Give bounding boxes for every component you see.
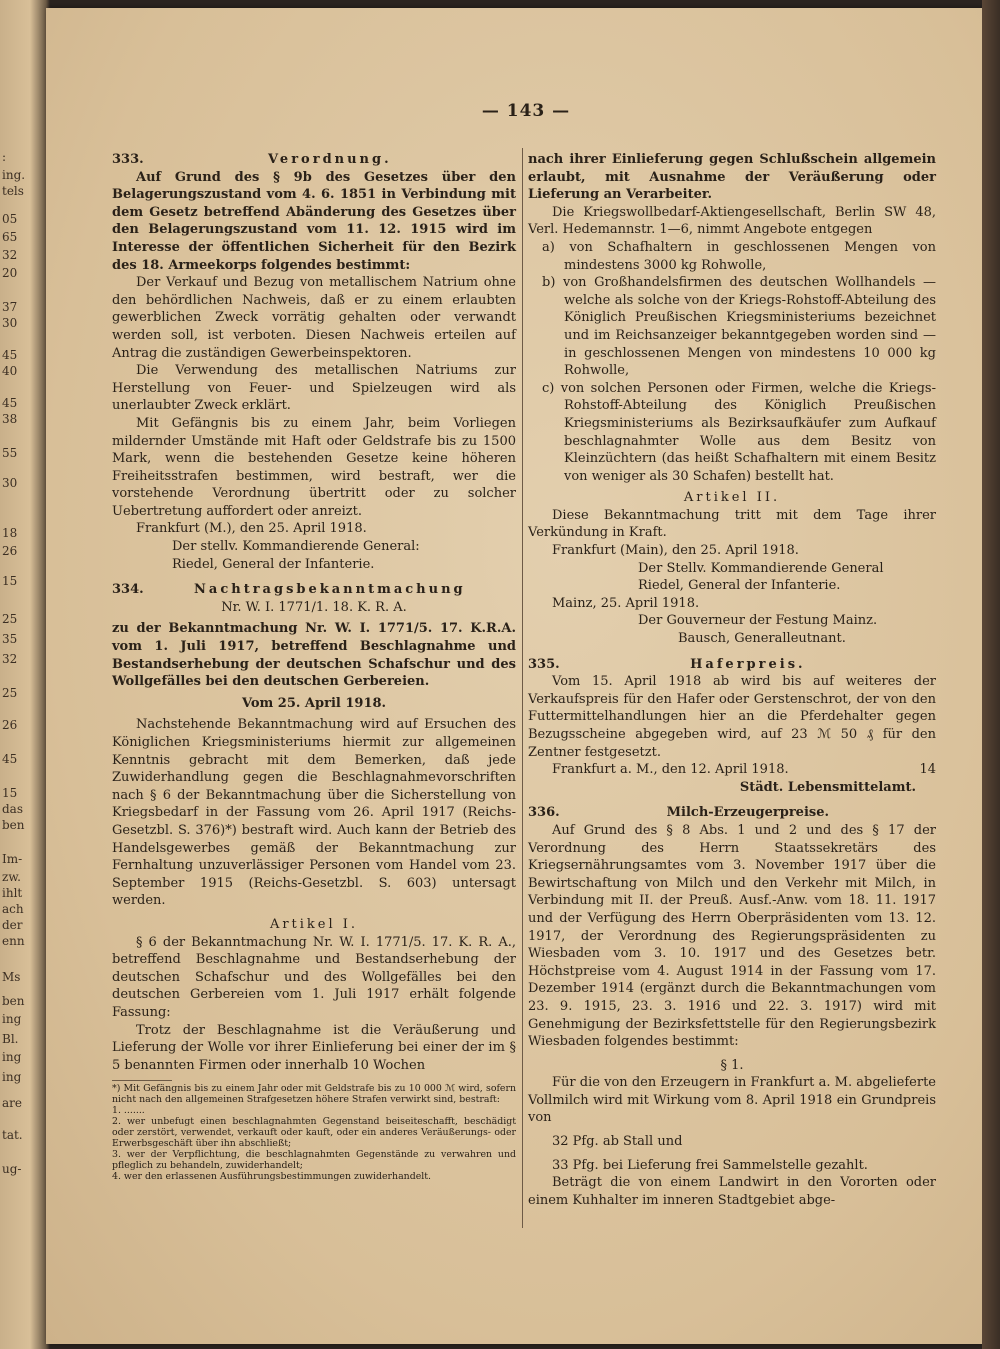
margin-fragment: ach <box>2 902 24 916</box>
section-title: Milch-Erzeugerpreise. <box>666 805 830 821</box>
margin-fragment: ben <box>2 818 25 832</box>
margin-fragment: : <box>2 150 7 164</box>
margin-fragment: der <box>2 918 23 932</box>
place-date-text: Frankfurt a. M., den 12. April 1918. <box>552 762 789 778</box>
paragraph: Mit Gefängnis bis zu einem Jahr, beim Vorliegen mildernder Umstände mit Haft oder Geldstrafe bis zu 1500 Mark, wenn die bestehenden Gesetze keine höheren Freiheitsstrafen bestimmen, wird bestraft, wer die vorstehende Verordnung übertritt oder zu solcher Uebertretung auffordert oder anreizt. <box>112 415 516 519</box>
margin-fragment: ing. <box>2 168 26 182</box>
margin-fragment: 25 <box>2 612 18 626</box>
margin-fragment: ing <box>2 1070 22 1084</box>
footnote-line: 4. wer den erlassenen Ausführungsbestimmungen zuwiderhandelt. <box>112 1171 431 1183</box>
page-ref: 14 <box>919 762 936 778</box>
right-column <box>528 151 936 1209</box>
margin-fragment: 45 <box>2 396 18 410</box>
section-number: 333. <box>112 152 144 167</box>
paragraph: Trotz der Beschlagnahme ist die Veräußerung und Lieferung der Wolle vor ihrer Einlieferung bei einer der im § 5 benannten Firmen oder innerhalb 10 Wochen <box>112 1022 516 1073</box>
paragraph: nach ihrer Einlieferung gegen Schlußschein allgemein erlaubt, mit Ausnahme der Veräußerung oder Lieferung an Verarbeiter. <box>528 152 936 203</box>
margin-fragment: 37 <box>2 300 18 314</box>
margin-fragment: 45 <box>2 348 18 362</box>
place-date <box>528 761 936 779</box>
signature-line: Riedel, General der Infanterie. <box>638 578 841 594</box>
signature-line: Bausch, Generalleutnant. <box>678 631 846 647</box>
margin-fragment: das <box>2 802 23 816</box>
margin-fragment: 35 <box>2 632 18 646</box>
paragraph: Die Verwendung des metallischen Natriums zur Herstellung von Feuer- und Spielzeugen wird als unerlaubter Zweck erklärt. <box>112 363 516 414</box>
footnote-rule <box>112 1080 172 1081</box>
column-divider <box>522 148 523 1228</box>
margin-fragment: 15 <box>2 786 18 800</box>
margin-fragment: ing <box>2 1050 22 1064</box>
margin-fragment: ihlt <box>2 886 23 900</box>
place-date: Mainz, 25. April 1918. <box>552 595 700 611</box>
margin-fragment: 30 <box>2 476 18 490</box>
margin-fragment: 05 <box>2 212 18 226</box>
paragraph: § 6 der Bekanntmachung Nr. W. I. 1771/5. 17. K. R. A., betreffend Beschlagnahme und Bestandserhebung der deutschen Schafschur und des Wollgefälles bei den deutschen Gerbereien vom 1. Juli 1917 erhält folgende Fassung: <box>112 934 516 1020</box>
paragraph: Für die von den Erzeugern in Frankfurt a. M. abgelieferte Vollmilch wird mit Wirkung vom 8. April 1918 ein Grundpreis von <box>528 1075 936 1126</box>
section-334-header <box>112 581 516 599</box>
footnote-line: 1. ....... <box>112 1105 145 1117</box>
paragraph: Die Kriegswollbedarf-Aktiengesellschaft, Berlin SW 48, Verl. Hedemannstr. 1—6, nimmt Angebote entgegen <box>528 204 936 238</box>
margin-fragment: 45 <box>2 752 18 766</box>
section-336-header <box>528 804 936 822</box>
margin-fragment: are <box>2 1096 22 1110</box>
paragraph: Auf Grund des § 9b des Gesetzes über den Belagerungszustand vom 4. 6. 1851 in Verbindung mit dem Gesetz betreffend Abänderung des Gesetzes über den Belagerungszustand vom 11. 12. 1915 wird im Interesse der öffentlichen Sicherheit für den Bezirk des 18. Armeekorps folgendes bestimmt: <box>112 169 516 273</box>
signature-line: Städt. Lebensmittelamt. <box>739 779 916 795</box>
margin-fragment: 40 <box>2 364 18 378</box>
paragraph: Nachstehende Bekanntmachung wird auf Ersuchen des Königlichen Kriegsministeriums hiermit zur allgemeinen Kenntnis gebracht mit dem Bemerken, daß jede Zuwiderhandlung gegen die Beschlagnahmevorschriften nach § 6 der Bekanntmachung über die Sicherstellung von Kriegsbedarf in der Fassung vom 26. April 1917 (Reichs-Gesetzbl. S. 376)*) bestraft wird. Auch kann der Betrieb des Handelsgewerbes gemäß der Bekanntmachung zur Fernhaltung unzuverlässiger Personen vom Handel vom 23. September 1915 (Reichs-Gesetzbl. S. 603) untersagt werden. <box>112 717 516 909</box>
margin-fragment: Im- <box>2 852 23 866</box>
signature-line: Der stellv. Kommandierende General: <box>172 539 420 555</box>
date-line: Vom 25. April 1918. <box>241 695 387 711</box>
left-column <box>112 151 516 1182</box>
margin-fragment: 32 <box>2 248 18 262</box>
previous-page-edge <box>0 0 50 1349</box>
margin-fragment: 38 <box>2 412 18 426</box>
section-title: Nachtragsbekanntmachung <box>194 582 466 598</box>
section-number: 335. <box>528 656 560 672</box>
margin-fragment: 20 <box>2 266 18 280</box>
document-page <box>46 8 982 1344</box>
signature-line: Riedel, General der Infanterie. <box>172 556 375 572</box>
margin-fragment: zw. <box>2 870 21 884</box>
section-title: Verordnung. <box>268 152 392 167</box>
paragraph: Vom 15. April 1918 ab wird bis auf weiteres der Verkaufspreis für den Hafer oder Gerstenschrot, der von den Futtermittelhandlungen hier an die Pferdehalter gegen Bezugsscheine abgegeben wird, auf 23 ℳ 50 ₰ für den Zentner festgesetzt. <box>528 674 936 760</box>
place-date: Frankfurt (M.), den 25. April 1918. <box>136 521 367 537</box>
paragraph: Auf Grund des § 8 Abs. 1 und 2 und des § 17 der Verordnung des Herrn Staatssekretärs des Kriegsernährungsamtes vom 3. November 1917 über die Bewirtschaftung von Milch und den Verkehr mit Milch, in Verbindung mit II. der Preuß. Ausf.-Anw. vom 18. 11. 1917 und der Verfügung des Herrn Oberpräsidenten vom 13. 12. 1917, der Verordnung des Regierungspräsidenten zu Wiesbaden vom 3. 10. 1917 und des Gesetzes betr. Höchstpreise vom 4. August 1914 in der Fassung vom 17. Dezember 1914 (ergänzt durch die Bekanntmachungen vom 23. 9. 1915, 23. 3. 1916 und 22. 3. 1917) wird mit Genehmigung der Bezirksfettstelle für den Regierungsbezirk Wiesbaden folgendes bestimmt: <box>528 822 936 1050</box>
margin-fragment: 26 <box>2 544 18 558</box>
place-date: Frankfurt (Main), den 25. April 1918. <box>552 543 799 559</box>
section-title: Haferpreis. <box>690 656 806 672</box>
section-335-header <box>528 656 936 674</box>
margin-fragment: 25 <box>2 686 18 700</box>
margin-fragment: ben <box>2 994 25 1008</box>
margin-fragment: 26 <box>2 718 18 732</box>
margin-fragment: 32 <box>2 652 18 666</box>
list-item: b) von Großhandelsfirmen des deutschen Wollhandels — welche als solche von der Kriegs-Rohstoff-Abteilung des Königlich Preußischen Kriegsministeriums bezeichnet und im Reichsanzeiger bekanntgegeben worden sind — in geschlossenen Mengen von mindestens 10 000 kg Rohwolle, <box>542 275 936 379</box>
page-number: — 143 — <box>481 101 571 121</box>
margin-fragment: 15 <box>2 574 18 588</box>
paragraph: Beträgt die von einem Landwirt in den Vororten oder einem Kuhhalter im inneren Stadtgebiet abge- <box>528 1175 936 1208</box>
margin-fragment: enn <box>2 934 25 948</box>
margin-fragment: Bl. <box>2 1032 19 1046</box>
paragraph: Der Verkauf und Bezug von metallischem Natrium ohne den behördlichen Nachweis, daß er zu einem erlaubten gewerblichen Zweck vorrätig gehalten oder verwandt werden soll, ist verboten. Diesen Nachweis erteilen auf Antrag die zuständigen Gewerbeinspektoren. <box>112 275 516 361</box>
article-heading: Artikel II. <box>683 490 781 506</box>
list-item: a) von Schafhaltern in geschlossenen Mengen von mindestens 3000 kg Rohwolle, <box>542 239 936 273</box>
signature-line: Der Gouverneur der Festung Mainz. <box>638 613 878 629</box>
book-edge <box>982 0 1000 1349</box>
paragraph: Diese Bekanntmachung tritt mit dem Tage ihrer Verkündung in Kraft. <box>528 507 936 541</box>
signature-line: Der Stellv. Kommandierende General <box>638 560 884 576</box>
margin-fragment: ing <box>2 1012 22 1026</box>
price-line: 32 Pfg. ab Stall und <box>552 1134 683 1150</box>
margin-fragment: 65 <box>2 230 18 244</box>
margin-fragment: ug- <box>2 1162 22 1176</box>
margin-fragment: tels <box>2 184 24 198</box>
section-number: 334. <box>112 582 144 598</box>
subtitle: zu der Bekanntmachung Nr. W. I. 1771/5. 17. K.R.A. vom 1. Juli 1917, betreffend Beschlagnahme und Bestandserhebung der deutschen Schafschur und des Wollgefälles bei den deutschen Gerbereien. <box>112 621 516 690</box>
article-heading: Artikel I. <box>269 916 359 932</box>
footnote-line: *) Mit Gefängnis bis zu einem Jahr oder mit Geldstrafe bis zu 10 000 ℳ wird, sofern nicht nach den allgemeinen Strafgesetzen höhere Strafen verwirkt sind, bestraft: <box>112 1083 516 1106</box>
reference-number: Nr. W. I. 1771/1. 18. K. R. A. <box>221 599 407 615</box>
margin-fragment: 55 <box>2 446 18 460</box>
footnote-line: 2. wer unbefugt einen beschlagnahmten Gegenstand beiseiteschafft, beschädigt oder zerstört, verwendet, verkauft oder kauft, oder ein anderes Veräußerungs- oder Erwerbsgeschäft über ihn abschließt; <box>112 1116 516 1150</box>
margin-fragment: tat. <box>2 1128 23 1142</box>
price-line: 33 Pfg. bei Lieferung frei Sammelstelle gezahlt. <box>552 1157 868 1173</box>
paragraph-sign: § 1. <box>720 1057 744 1073</box>
section-333-header <box>112 151 516 169</box>
margin-fragment: 30 <box>2 316 18 330</box>
margin-fragment: Ms <box>2 970 21 984</box>
margin-fragment: 18 <box>2 526 18 540</box>
list-item: c) von solchen Personen oder Firmen, welche die Kriegs-Rohstoff-Abteilung des Königlich Preußischen Kriegsministeriums als Bezirksaufkäufer zum Aufkauf beschlagnahmter Wolle aus dem Besitz von Kleinzüchtern (das heißt Schafhaltern mit einem Besitz von weniger als 30 Schafen) bestellt hat. <box>542 380 936 484</box>
footnote-line: 3. wer der Verpflichtung, die beschlagnahmten Gegenstände zu verwahren und pfleglich zu behandeln, zuwiderhandelt; <box>112 1149 516 1172</box>
section-number: 336. <box>528 805 560 821</box>
footnote <box>112 1080 516 1182</box>
